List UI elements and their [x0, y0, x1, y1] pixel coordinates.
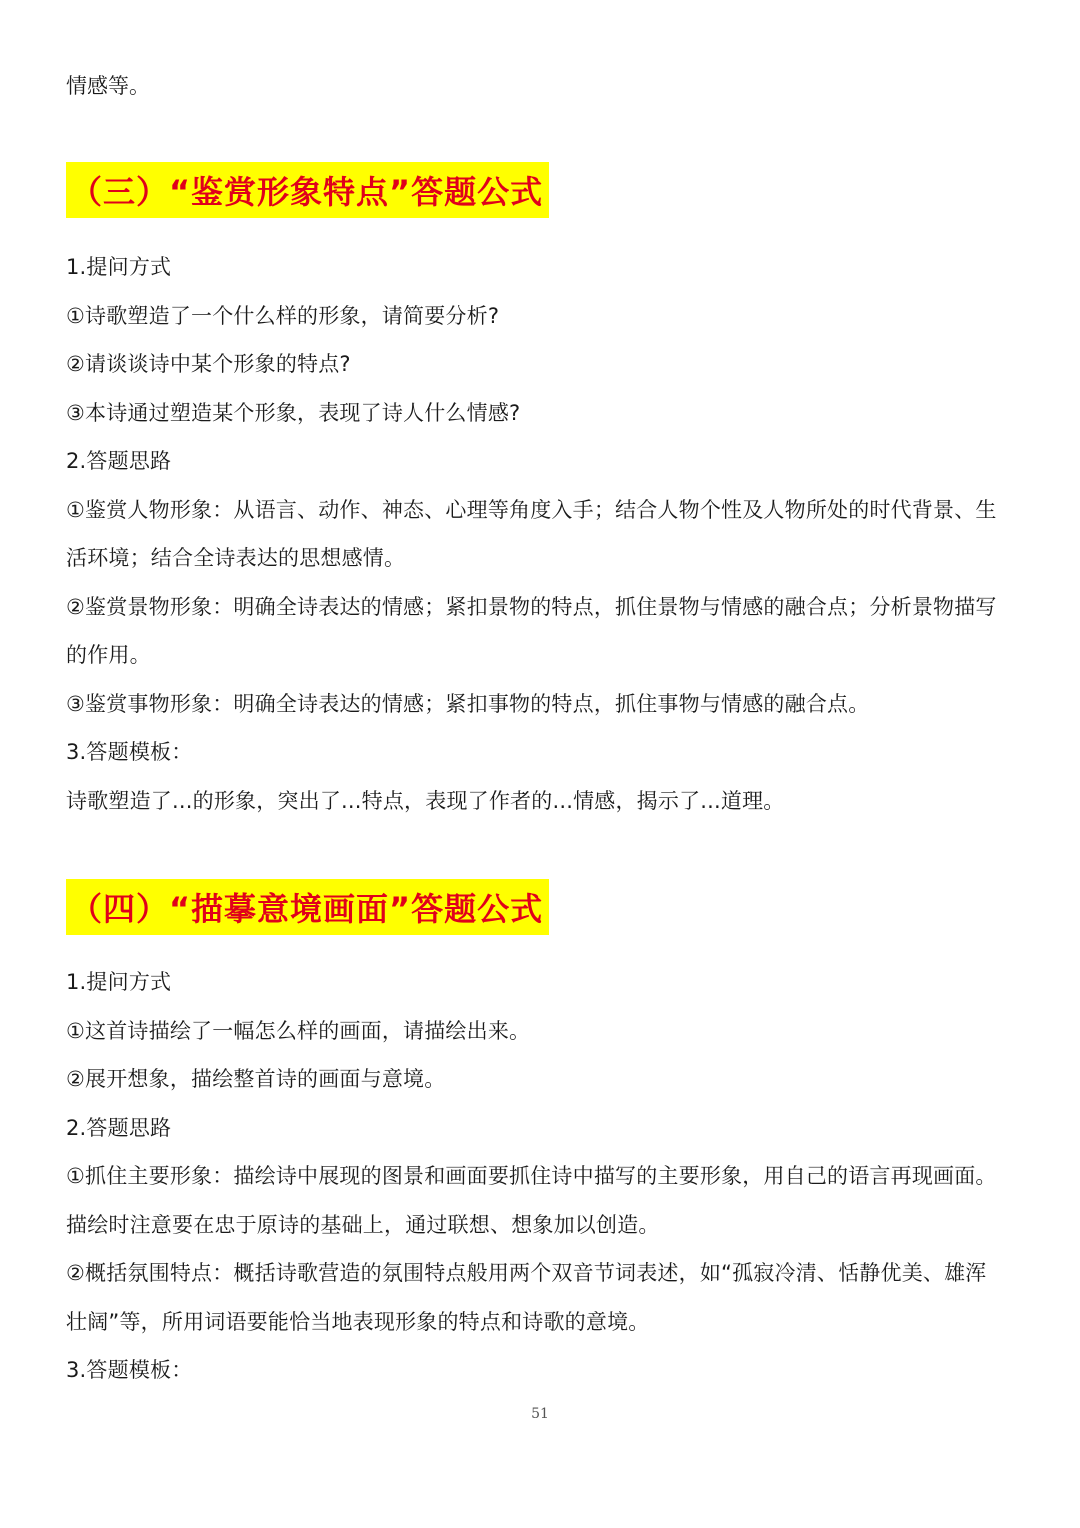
section-3-heading	[66, 162, 549, 218]
section-3-heading-text: （三）“鉴赏形象特点”答题公式	[70, 173, 544, 211]
section-4-line: 2.答题思路	[66, 1115, 172, 1140]
section-3-line: 诗歌塑造了...的形象，突出了...特点，表现了作者的...情感，揭示了...道理。	[66, 788, 785, 813]
section-4-line: 壮阔”等，所用词语要能恰当地表现形象的特点和诗歌的意境。	[66, 1309, 650, 1334]
section-3-line: ③本诗通过塑造某个形象，表现了诗人什么情感?	[66, 400, 521, 425]
section-4-line: ①这首诗描绘了一幅怎么样的画面，请描绘出来。	[66, 1018, 531, 1043]
section-3-line: ②鉴赏景物形象：明确全诗表达的情感；紧扣景物的特点，抓住景物与情感的融合点；分析景物描写	[66, 594, 997, 619]
section-3-line: 3.答题模板：	[66, 740, 193, 764]
section-3-line: ③鉴赏事物形象：明确全诗表达的情感；紧扣事物的特点，抓住事物与情感的融合点。	[66, 691, 870, 716]
section-4-line: 3.答题模板：	[66, 1358, 193, 1382]
section-4-line: ②展开想象，描绘整首诗的画面与意境。	[66, 1067, 446, 1091]
section-3-line: 2.答题思路	[66, 449, 172, 473]
section-4-body	[66, 958, 1026, 1395]
page-number: 51	[531, 1406, 549, 1422]
section-3-line: 1.提问方式	[66, 255, 172, 279]
section-3-line: ①诗歌塑造了一个什么样的形象，请简要分析?	[66, 303, 500, 328]
section-4-heading-text: （四）“描摹意境画面”答题公式	[70, 890, 544, 928]
intro-line: 情感等。	[66, 74, 150, 98]
section-4-line: 描绘时注意要在忠于原诗的基础上，通过联想、想象加以创造。	[66, 1212, 660, 1237]
section-4-line: 1.提问方式	[66, 970, 172, 994]
section-4-line: ②概括氛围特点：概括诗歌营造的氛围特点般用两个双音节词表述，如“孤寂冷清、恬静优美、雄浑	[66, 1261, 987, 1285]
section-4-line: ①抓住主要形象：描绘诗中展现的图景和画面要抓住诗中描写的主要形象，用自己的语言再现画面。	[66, 1164, 997, 1188]
section-3-body	[66, 243, 1026, 825]
section-3-line: 的作用。	[66, 643, 151, 667]
section-3-line: ①鉴赏人物形象：从语言、动作、神态、心理等角度入手；结合人物个性及人物所处的时代背景、生	[66, 497, 997, 522]
section-4-heading	[66, 879, 549, 935]
section-3-line: 活环境；结合全诗表达的思想感情。	[66, 546, 406, 570]
section-3-line: ②请谈谈诗中某个形象的特点?	[66, 352, 351, 376]
